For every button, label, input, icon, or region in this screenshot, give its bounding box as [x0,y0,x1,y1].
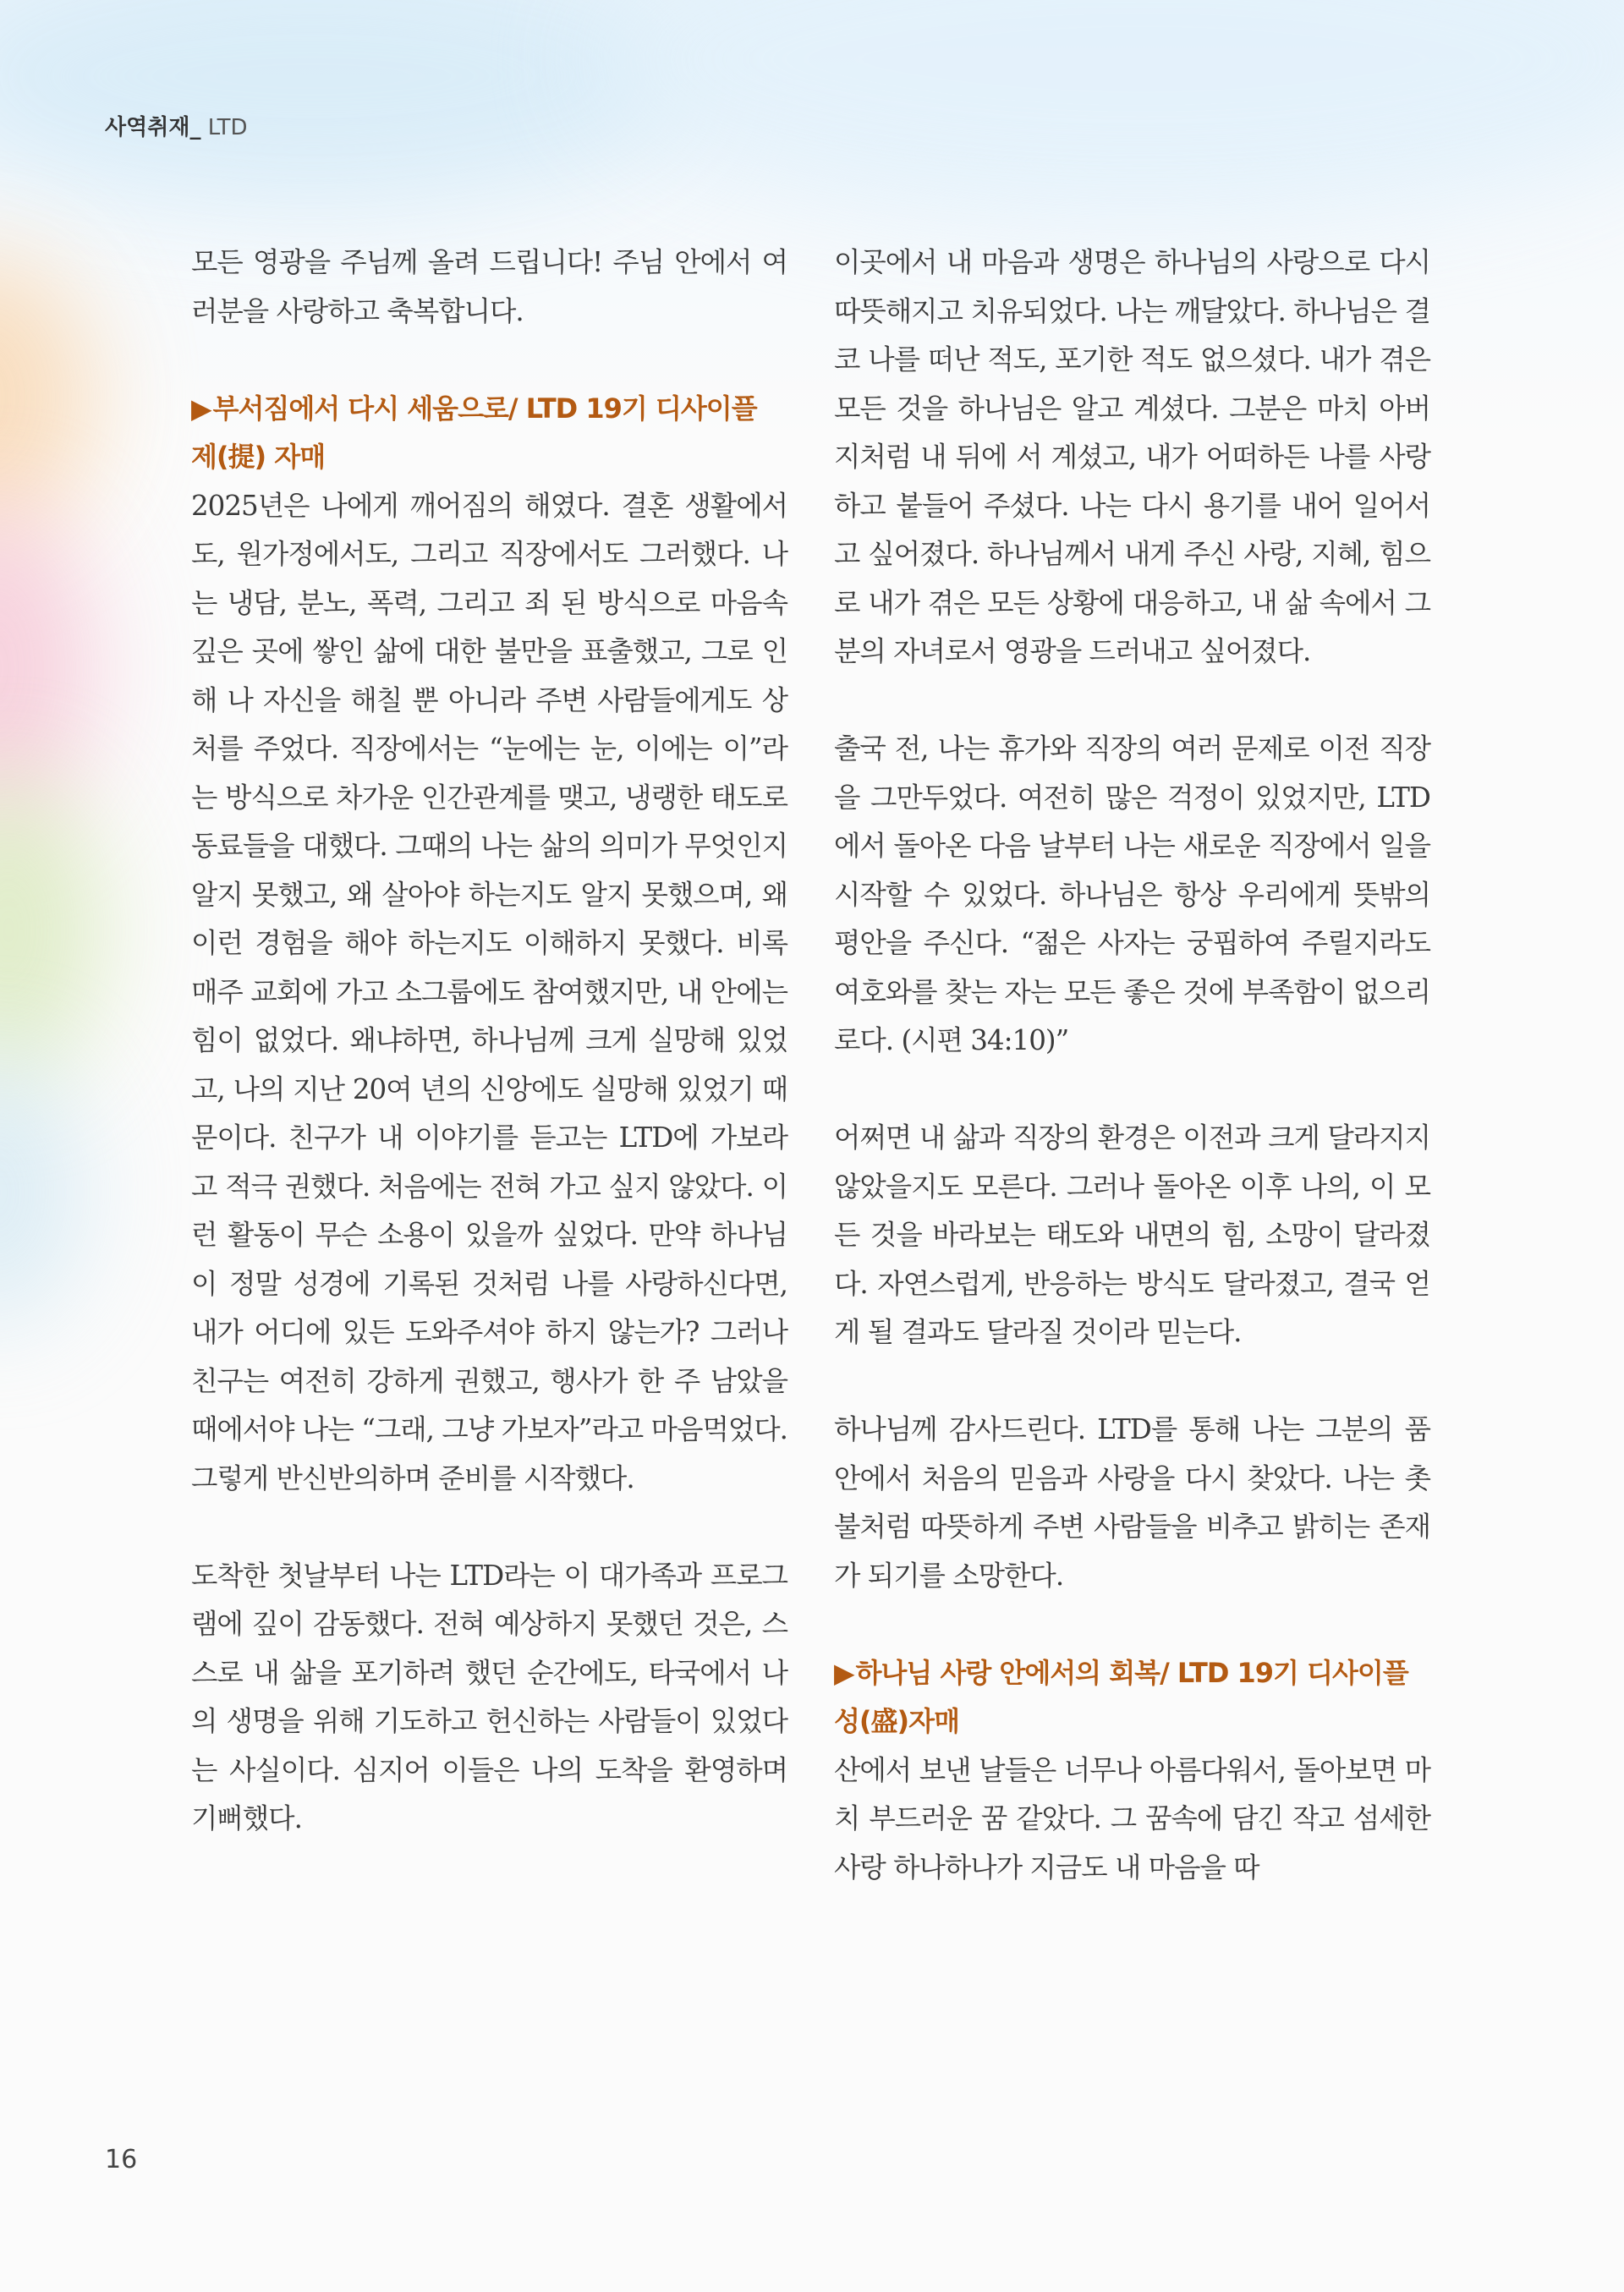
section-heading-2 [834,1649,1430,1746]
right-paragraph-2: 출국 전, 나는 휴가와 직장의 여러 문제로 이전 직장을 그만두었다. 여전히 많은 걱정이 있었지만, LTD에서 돌아온 다음 날부터 나는 새로운 직장에서 일을 시작할 수 있었다. 하나님은 항상 우리에게 뜻밖의 평안을 주신다. “젊은 사자는 궁핍하여 주릴지라도 여호와를 찾는 자는 모든 좋은 것에 부족함이 없으리로다. (시편 34:10)” [834,732,1430,1056]
page-number: 16 [105,2145,138,2174]
right-paragraph-3: 어쩌면 내 삶과 직장의 환경은 이전과 크게 달라지지 않았을지도 모른다. 그러나 돌아온 이후 나의, 이 모든 것을 바라보는 태도와 내면의 힘, 소망이 달라졌다. 자연스럽게, 반응하는 방식도 달라졌고, 결국 얻게 될 결과도 달라질 것이라 믿는다. [834,1121,1430,1348]
running-header [105,113,248,142]
right-paragraph-4: 하나님께 감사드린다. LTD를 통해 나는 그분의 품 안에서 처음의 믿음과 사랑을 다시 찾았다. 나는 촛불처럼 따뜻하게 주변 사람들을 비추고 밝히는 존재가 되기를 소망한다. [834,1413,1430,1592]
right-paragraph-1: 이곳에서 내 마음과 생명은 하나님의 사랑으로 다시 따뜻해지고 치유되었다. 나는 깨달았다. 하나님은 결코 나를 떠난 적도, 포기한 적도 없으셨다. 내가 겪은 모든 것을 하나님은 알고 계셨다. 그분은 마치 아버지처럼 내 뒤에 서 계셨고, 내가 어떠하든 나를 사랑하고 붙들어 주셨다. 나는 다시 용기를 내어 일어서고 싶어졌다. 하나님께서 내게 주신 사랑, 지혜, 힘으로 내가 겪은 모든 상황에 대응하고, 내 삶 속에서 그분의 자녀로서 영광을 드러내고 싶어졌다. [834,246,1430,667]
section-heading-1-text: 부서짐에서 다시 세움으로/ LTD 19기 디사이플 제(提) 자매 [191,392,757,473]
right-column [834,239,1430,1941]
background-glow-orange [0,254,93,541]
left-paragraph-2: 2025년은 나에게 깨어짐의 해였다. 결혼 생활에서도, 원가정에서도, 그리고 직장에서도 그러했다. 나는 냉담, 분노, 폭력, 그리고 죄 된 방식으로 마음속 깊은 곳에 쌓인 삶에 대한 불만을 표출했고, 그로 인해 나 자신을 해칠 뿐 아니라 주변 사람들에게도 상처를 주었다. 직장에서는 “눈에는 눈, 이에는 이”라는 방식으로 차가운 인간관계를 맺고, 냉랭한 태도로 동료들을 대했다. 그때의 나는 삶의 의미가 무엇인지 알지 못했고, 왜 살아야 하는지도 알지 못했으며, 왜 이런 경험을 해야 하는지도 이해하지 못했다. 비록 매주 교회에 가고 소그룹에도 참여했지만, 내 안에는 힘이 없었다. 왜냐하면, 하나님께 크게 실망해 있었고, 나의 지난 20여 년의 신앙에도 실망해 있었기 때문이다. 친구가 내 이야기를 듣고는 LTD에 가보라고 적극 권했다. 처음에는 전혀 가고 싶지 않았다. 이런 활동이 무슨 소용이 있을까 싶었다. 만약 하나님이 정말 성경에 기록된 것처럼 나를 사랑하신다면, 내가 어디에 있든 도와주셔야 하지 않는가? 그러나 친구는 여전히 강하게 권했고, 행사가 한 주 남았을 때에서야 나는 “그래, 그냥 가보자”라고 마음먹었다. 그렇게 반신반의하며 준비를 시작했다. [191,489,787,1494]
left-column [191,239,787,1892]
background-glow-sky-right [592,0,1624,220]
triangle-marker-icon: ▶ [834,1656,854,1689]
right-paragraph-5: 산에서 보낸 날들은 너무나 아름다워서, 돌아보면 마치 부드러운 꿈 같았다. 그 꿈속에 담긴 작고 섬세한 사랑 하나하나가 지금도 내 마음을 따 [834,1753,1430,1883]
header-subsection: LTD [207,115,248,140]
background-glow-green [0,778,102,1083]
left-paragraph-1: 모든 영광을 주님께 올려 드립니다! 주님 안에서 여러분을 사랑하고 축복합니다. [191,246,787,327]
left-paragraph-3: 도착한 첫날부터 나는 LTD라는 이 대가족과 프로그램에 깊이 감동했다. 전혀 예상하지 못했던 것은, 스스로 내 삶을 포기하려 했던 순간에도, 타국에서 나의 생명을 위해 기도하고 헌신하는 사람들이 있었다는 사실이다. 심지어 이들은 나의 도착을 환영하며 기뻐했다. [191,1559,787,1834]
background-glow-blue [0,1057,85,1328]
header-section: 사역취재_ [105,115,201,140]
background-glow-sky [0,0,694,203]
section-heading-1 [191,385,787,482]
section-heading-2-text: 하나님 사랑 안에서의 회복/ LTD 19기 디사이플 성(盛)자매 [834,1656,1408,1737]
triangle-marker-icon: ▶ [191,392,211,425]
